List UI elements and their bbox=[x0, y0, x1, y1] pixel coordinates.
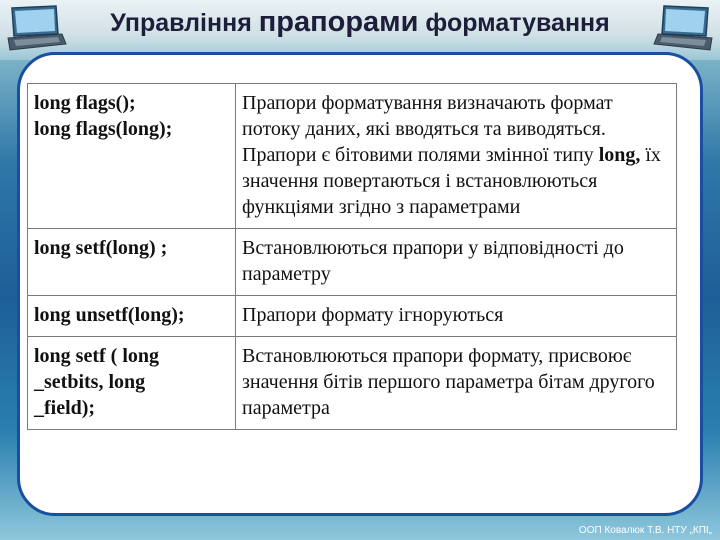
title-part-2: прапорами bbox=[258, 6, 419, 38]
description-text: Встановлюються прапори у відповідності до параметру bbox=[242, 237, 624, 285]
footer-credit: ООП Ковалюк Т.В. НТУ „КПІ„ bbox=[578, 525, 712, 536]
signature-cell bbox=[28, 84, 236, 229]
signature-line: long flags(); bbox=[34, 92, 136, 114]
signature-line: long unsetf(long); bbox=[34, 304, 185, 326]
description-cell bbox=[236, 296, 677, 337]
description-cell bbox=[236, 229, 677, 296]
signature-line: long setf(long) ; bbox=[34, 237, 168, 259]
signature-line: long setf ( long bbox=[34, 345, 159, 367]
signature-line: _setbits, long bbox=[34, 371, 146, 393]
table-row bbox=[28, 296, 677, 337]
table-row bbox=[28, 337, 677, 430]
description-bold: long, bbox=[598, 144, 641, 166]
description-cell bbox=[236, 337, 677, 430]
signature-cell bbox=[28, 296, 236, 337]
description-text: Прапори форматування визначають формат потоку даних, які вводяться та виводяться. Прапори є бітовими полями змінної типу bbox=[242, 92, 613, 166]
table-row bbox=[28, 84, 677, 229]
signature-line: _field); bbox=[34, 397, 96, 419]
title-part-1: Управління bbox=[110, 9, 259, 37]
signature-line: long flags(long); bbox=[34, 118, 173, 140]
flags-table bbox=[27, 83, 677, 430]
description-text: Встановлюються прапори формату, присвоює значення бітів першого параметра бітам другого параметра bbox=[242, 345, 655, 419]
table-row bbox=[28, 229, 677, 296]
title-part-3: форматування bbox=[418, 9, 610, 37]
signature-cell bbox=[28, 229, 236, 296]
signature-cell bbox=[28, 337, 236, 430]
description-text: їх значення повертаються і встановлюються функціями згідно з параметрами bbox=[242, 144, 661, 218]
description-text: Прапори формату ігноруються bbox=[242, 304, 504, 326]
page-title bbox=[0, 6, 720, 39]
description-cell bbox=[236, 84, 677, 229]
